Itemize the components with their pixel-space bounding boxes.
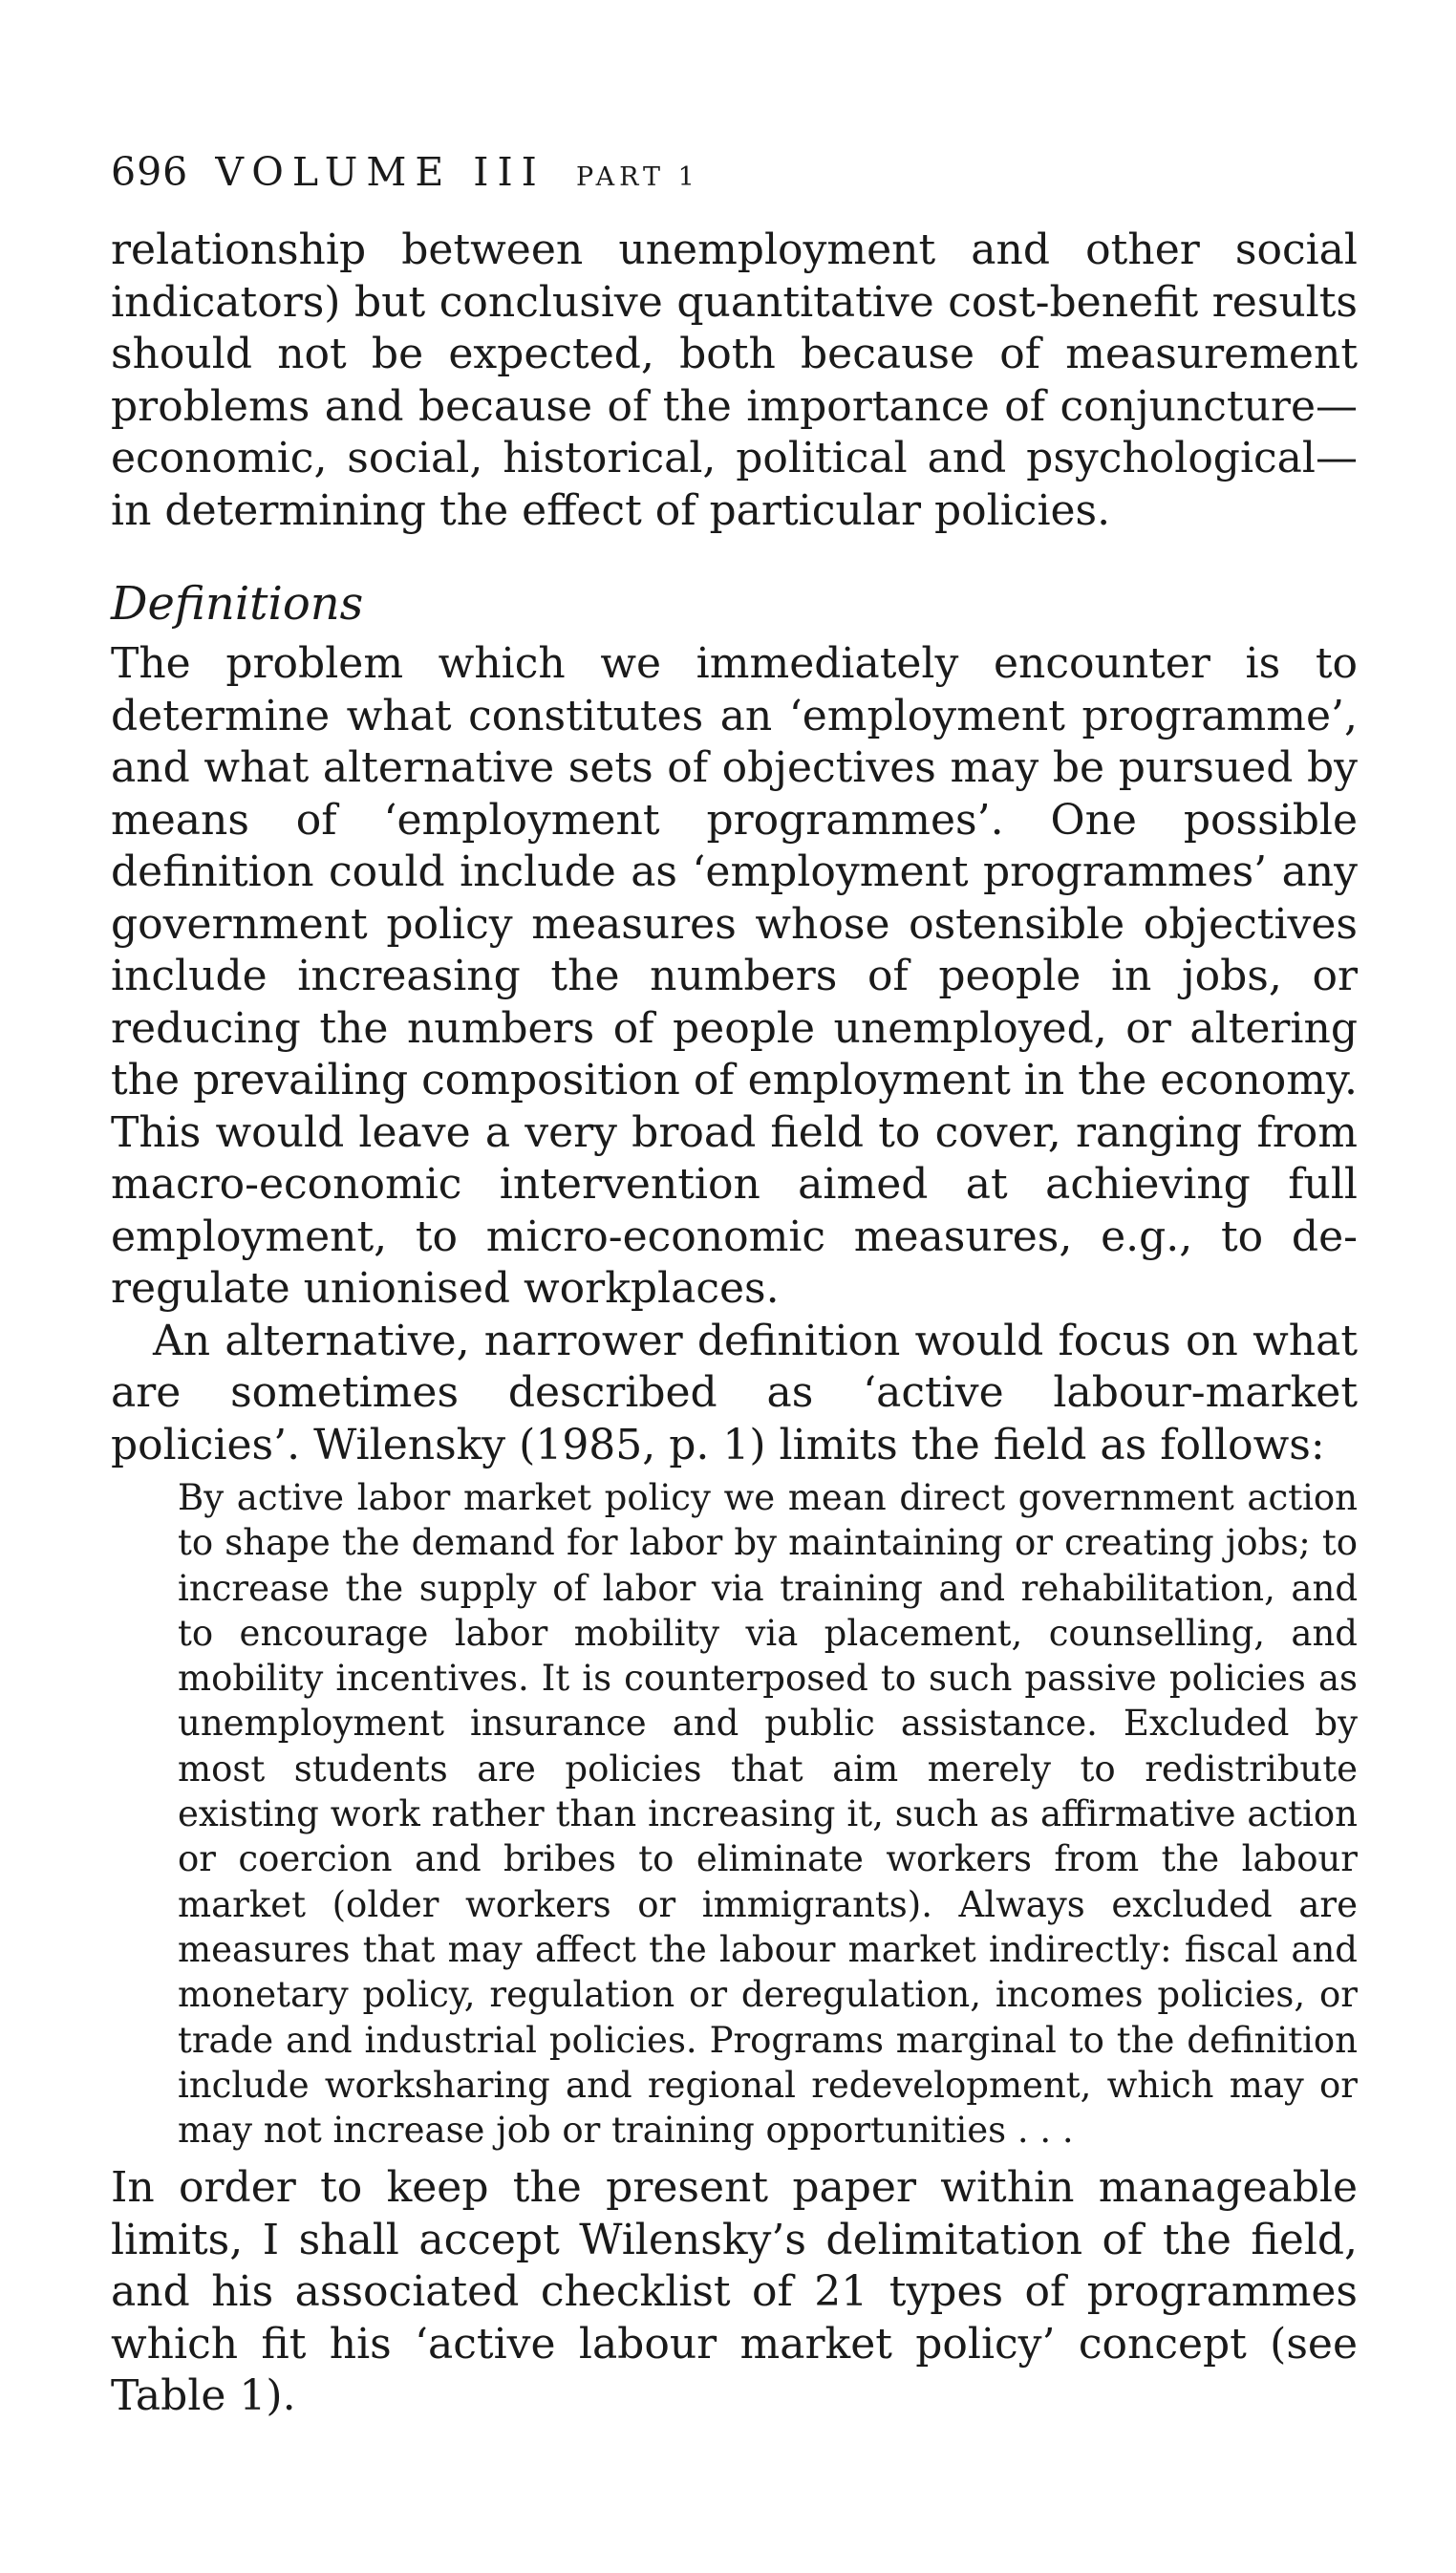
volume-label: VOLUME III	[215, 149, 546, 195]
running-head	[111, 149, 1358, 195]
paragraph-alternative: An alternative, narrower definition would focus on what are sometimes described as ‘active labour-market policies’. Wilensky (1985, p. 1) limits the field as follows:	[111, 1316, 1358, 1469]
paragraph-intro: relationship between unemployment and other social indicators) but conclusive quantitative cost-benefit results should not be expected, both because of measurement problems and because of the importance of conjuncture—economic, social, historical, political and psychological—in determining the effect of particular policies.	[111, 225, 1358, 535]
paragraph-conclusion: In order to keep the present paper within manageable limits, I shall accept Wilensky’s delimitation of the field, and his associated checklist of 21 types of programmes which fit his ‘active labour market policy’ concept (see Table 1).	[111, 2163, 1358, 2421]
paragraph-definitions: The problem which we immediately encounter is to determine what constitutes an ‘employment programme’, and what alternative sets of objectives may be pursued by means of ‘employment programmes’. One possible definition could include as ‘employment programmes’ any government policy measures whose ostensible objectives include increasing the numbers of people in jobs, or reducing the numbers of people unemployed, or altering the prevailing composition of employment in the economy. This would leave a very broad field to cover, ranging from macro-economic intervention aimed at achieving full employment, to micro-economic measures, e.g., to de-regulate unionised workplaces.	[111, 639, 1358, 1313]
part-label: PART 1	[575, 162, 699, 192]
page-number: 696	[111, 149, 189, 195]
section-heading: Definitions	[111, 577, 364, 631]
block-quote: By active labor market policy we mean direct government action to shape the demand for labor by maintaining or creating jobs; to increase the supply of labor via training and rehabilitation, and to encourage labor mobility via placement, counselling, and mobility incentives. It is counterposed to such passive policies as unemployment insurance and public assistance. Excluded by most students are policies that aim merely to redistribute existing work rather than increasing it, such as affirmative action or coercion and bribes to eliminate workers from the labour market (older workers or immigrants). Always excluded are measures that may affect the labour market indirectly: fiscal and monetary policy, regulation or deregulation, incomes policies, or trade and industrial policies. Programs marginal to the definition include worksharing and regional redevelopment, which may or may not increase job or training opportunities . . .	[178, 1477, 1358, 2152]
page	[111, 149, 1358, 2423]
